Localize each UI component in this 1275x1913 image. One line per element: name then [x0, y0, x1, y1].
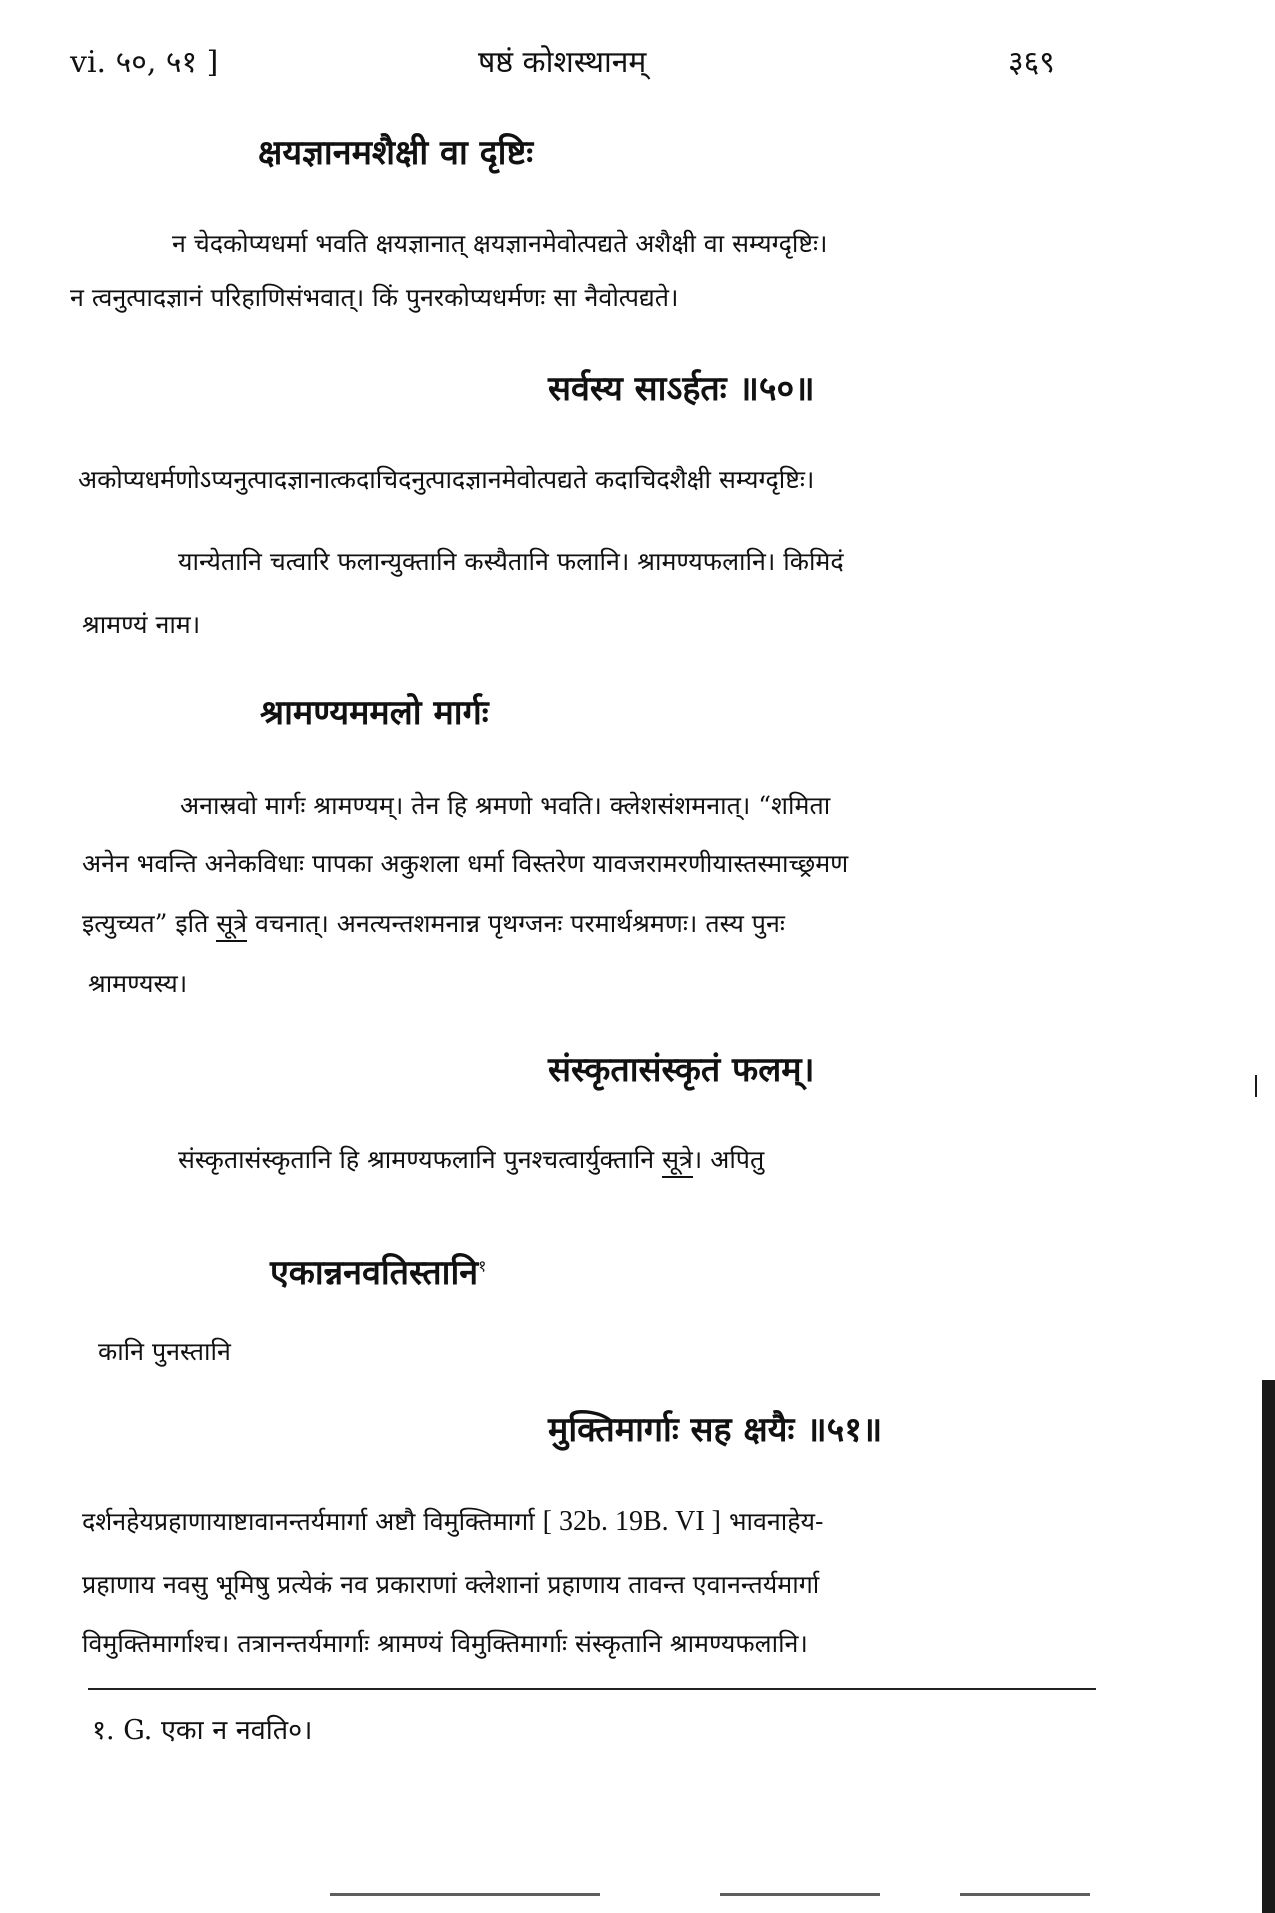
manuscript-reference: [ 32b. 19B. VI ] [542, 1506, 721, 1537]
scan-bottom-mark-1 [330, 1893, 600, 1896]
prose-7-line-3: विमुक्तिमार्गाश्च। तत्रानन्तर्यमार्गाः श्रामण्यं विमुक्तिमार्गाः संस्कृतानि श्रामण्यफलानि। [82, 1629, 808, 1658]
footnote-divider [88, 1688, 1096, 1690]
prose-7-line-1-start: दर्शनहेयप्रहाणायाष्टावानन्तर्यमार्गा अष्टौ विमुक्तिमार्गा [82, 1507, 543, 1536]
prose-4-line-3-end: वचनात्। अनत्यन्तशमनान्न पृथग्जनः परमार्थश्रमणः। तस्य पुनः [247, 909, 785, 938]
prose-5-start: संस्कृतासंस्कृतानि हि श्रामण्यफलानि पुनश्चत्वार्युक्तानि [178, 1145, 663, 1174]
prose-5 [178, 1130, 764, 1190]
scan-bottom-mark-2 [720, 1893, 880, 1896]
verse-1: क्षयज्ञानमशैक्षी वा दृष्टिः [258, 133, 534, 173]
verse-6: मुक्तिमार्गाः सह क्षयैः ॥५१॥ [548, 1410, 883, 1450]
header-title: षष्ठं कोशस्थानम् [478, 45, 647, 80]
prose-7-line-1 [82, 1492, 823, 1552]
header-reference: vi. ५०, ५१ ] [70, 45, 219, 80]
prose-4-line-4: श्रामण्यस्य। [88, 969, 188, 998]
prose-1-line-1: न चेदकोप्यधर्मा भवति क्षयज्ञानात् क्षयज्ञानमेवोत्पद्यते अशैक्षी वा सम्यग्दृष्टिः। [172, 229, 828, 258]
prose-3-line-2: श्रामण्यं नाम। [82, 610, 201, 639]
prose-4-line-1: अनास्रवो मार्गः श्रामण्यम्। तेन हि श्रमणो भवति। क्लेशसंशमनात्। “शमिता [180, 791, 831, 820]
verse-5 [270, 1248, 486, 1294]
prose-3-line-1: यान्येतानि चत्वारि फलान्युक्तानि कस्यैतानि फलानि। श्रामण्यफलानि। किमिदं [178, 547, 844, 576]
underlined-sutre: सूत्रे [216, 909, 247, 942]
scan-edge-tick-1 [1255, 1075, 1257, 1097]
prose-5-end: । अपितु [692, 1145, 765, 1174]
scan-edge-shadow [1262, 1380, 1275, 1913]
prose-4-line-3-start: इत्युच्यत” इति [82, 909, 217, 938]
verse-4: संस्कृतासंस्कृतं फलम्। [548, 1050, 815, 1090]
footnote-marker: १ [478, 1256, 487, 1276]
footnote-1: १. G. एका न नवति०। [92, 1715, 313, 1746]
scan-bottom-mark-3 [960, 1893, 1090, 1896]
prose-2: अकोप्यधर्मणोऽप्यनुत्पादज्ञानात्कदाचिदनुत्पादज्ञानमेवोत्पद्यते कदाचिदशैक्षी सम्यग्दृष्टिः। [78, 465, 815, 494]
prose-7-line-1-end: भावनाहेय- [721, 1507, 824, 1536]
prose-4-line-2: अनेन भवन्ति अनेकविधाः पापका अकुशला धर्मा विस्तरेण यावजरामरणीयास्तस्माच्छ्रमण [82, 849, 849, 878]
prose-6: कानि पुनस्तानि [98, 1337, 231, 1366]
prose-4-line-3 [82, 894, 785, 954]
verse-2: सर्वस्य साऽर्हतः ॥५०॥ [548, 369, 815, 409]
page-number: ३६९ [1008, 45, 1055, 80]
underlined-sutre-2: सूत्रे [662, 1145, 693, 1178]
verse-5-text: एकान्ननवतिस्तानि [270, 1253, 479, 1293]
prose-7-line-2: प्रहाणाय नवसु भूमिषु प्रत्येकं नव प्रकाराणां क्लेशानां प्रहाणाय तावन्त एवानन्तर्यमार्गा [82, 1570, 820, 1599]
verse-3: श्रामण्यममलो मार्गः [260, 693, 489, 733]
prose-1-line-2: न त्वनुत्पादज्ञानं परिहाणिसंभवात्। किं पुनरकोप्यधर्मणः सा नैवोत्पद्यते। [70, 283, 679, 312]
